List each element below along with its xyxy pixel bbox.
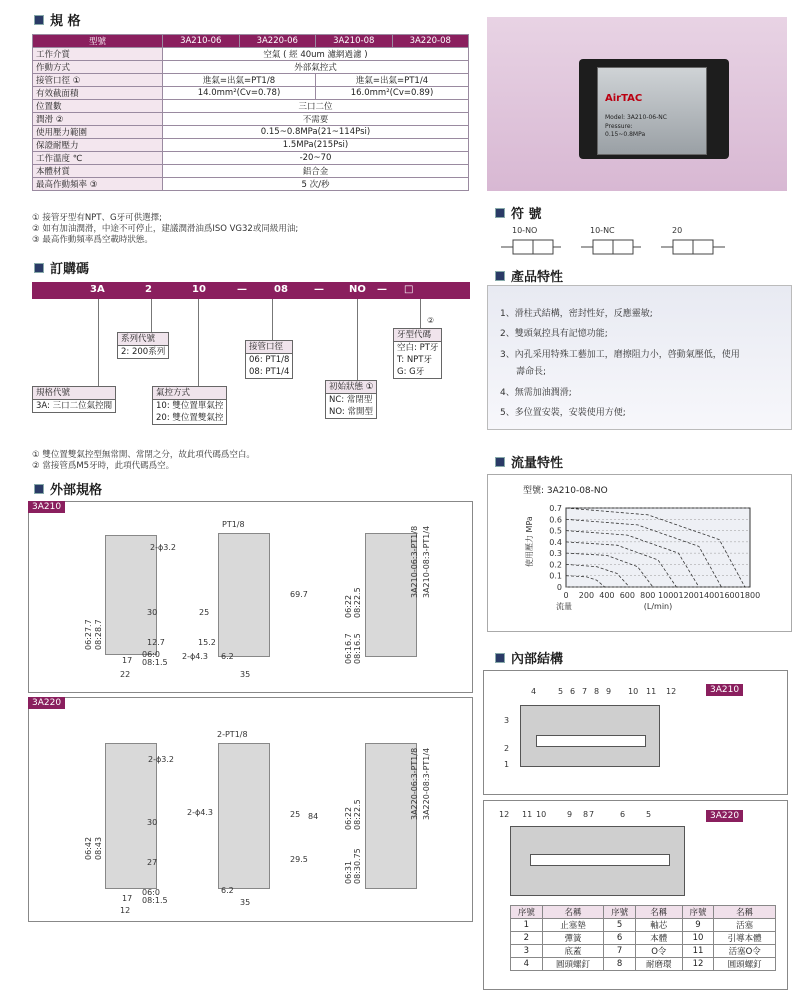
x-tick-label: 1600 (719, 591, 740, 600)
parts-table (510, 905, 776, 971)
order-code-bar (32, 282, 470, 299)
order-seg: □ (404, 284, 414, 295)
spec-label: 潤滑 ② (33, 113, 163, 126)
spec-label: 有效截面積 (33, 87, 163, 100)
features-section-title (495, 266, 563, 285)
spec-row (33, 126, 469, 139)
control-code-box (152, 386, 227, 425)
box-line: 06: PT1/8 (249, 355, 290, 365)
box-head: 系列代號 (118, 333, 168, 346)
part-number: 4 (531, 687, 537, 696)
section-bullet-icon (495, 457, 505, 467)
dim-label: 2-ϕ4.3 (187, 808, 213, 817)
spec-value: 進氣=出氣=PT1/8 (163, 74, 316, 87)
box-line: 08: PT1/4 (249, 367, 290, 377)
part-number: 12 (499, 810, 510, 819)
dim-label: 12.7 (147, 638, 165, 647)
y-tick-label: 0.2 (549, 560, 562, 570)
dim-label: 06:22 (344, 594, 353, 618)
spec-value: 鋁合金 (163, 165, 469, 178)
order-seg: 3A (90, 284, 105, 295)
flow-title-text: 流量特性 (511, 456, 564, 471)
dim-label: 06:31 (344, 860, 353, 884)
x-tick-label: 1400 (698, 591, 720, 600)
parts-cell: 彈簧 (542, 932, 604, 945)
parts-cell: 圓頭螺釘 (714, 958, 776, 971)
spec-header-cell: 3A210-06 (163, 35, 240, 48)
spec-value: 5 次/秒 (163, 178, 469, 191)
part-number: 6 (570, 687, 576, 696)
section-bullet-icon (34, 263, 44, 273)
order-seg: 2 (145, 284, 152, 295)
dim-label: 12 (120, 906, 131, 915)
spec-label: 作動方式 (33, 61, 163, 74)
port-code-box (245, 340, 293, 379)
x-tick-label: 400 (599, 591, 615, 600)
dim-label: 25 (290, 810, 301, 819)
spec-table (32, 34, 469, 191)
part-number: 9 (567, 810, 573, 819)
symbol-label: 10-NO (512, 226, 538, 235)
parts-row (511, 958, 776, 971)
symbol-section-title (495, 203, 542, 222)
spec-row (33, 74, 469, 87)
order-section-title (34, 258, 89, 277)
spec-note: ② 如有加油潤滑，中途不可停止，建議潤滑油爲ISO VG32或同級用油; (32, 224, 299, 234)
spool (536, 735, 646, 747)
parts-cell: 圓頭螺釘 (542, 958, 604, 971)
parts-cell: 10 (682, 932, 714, 945)
outer-section-title (34, 479, 102, 498)
box-head: 接管口徑 (246, 341, 292, 354)
box-head: 初始狀態 ① (326, 381, 376, 394)
flow-chart-panel (487, 474, 792, 632)
feature-item: 1、滑柱式結構，密封性好，反應靈敏; (500, 309, 653, 319)
x-tick-label: 1200 (678, 591, 699, 600)
parts-cell: 底蓋 (542, 945, 604, 958)
order-title-text: 訂購碼 (50, 262, 90, 277)
valve-front-view (105, 743, 157, 889)
model-code-box (32, 386, 116, 413)
order-notes (32, 450, 255, 472)
inner-section-title (495, 648, 563, 667)
spec-row (33, 139, 469, 152)
y-tick-label: 0.3 (549, 549, 562, 559)
dim-label: 15.2 (198, 638, 216, 647)
part-number: 11 (522, 810, 533, 819)
spec-row (33, 87, 469, 100)
dim-label: 06:0 (142, 888, 160, 897)
y-tick-label: 0.7 (549, 504, 562, 513)
box-head: 牙型代碼 (394, 329, 441, 342)
dim-label: 06:16.7 (344, 633, 353, 664)
parts-row (511, 919, 776, 932)
parts-cell: 2 (511, 932, 543, 945)
flow-section-title (495, 452, 563, 471)
photo-label: Model: 3A210-06-NC (605, 114, 667, 121)
spec-note: ③ 最高作動頻率爲空載時狀態。 (32, 235, 153, 245)
dim-label: 06:27.7 (84, 619, 93, 650)
parts-head-cell: 名稱 (635, 906, 682, 919)
spec-section-title (34, 10, 81, 29)
parts-cell: 軸芯 (635, 919, 682, 932)
symbol-label: 10-NC (590, 226, 615, 235)
dim-label: 17 (122, 894, 133, 903)
dim-label: 6.2 (221, 886, 234, 895)
spec-row (33, 152, 469, 165)
section-bullet-icon (34, 484, 44, 494)
spec-value: -20~70 (163, 152, 469, 165)
dim-label: 2-ϕ3.2 (150, 543, 176, 552)
spec-value: 空氣 ( 經 40um 濾網過濾 ) (163, 48, 469, 61)
dim-label: 22 (120, 670, 131, 679)
spec-label: 工作溫度 ℃ (33, 152, 163, 165)
parts-cell: 引導本體 (714, 932, 776, 945)
features-title-text: 產品特性 (511, 270, 564, 285)
y-axis-label: 使用壓力 MPa (525, 516, 534, 567)
part-number: 10 (536, 810, 547, 819)
spec-label: 工作介質 (33, 48, 163, 61)
x-axis-label: 流量 (556, 602, 572, 611)
initial-state-box (325, 380, 377, 419)
box-line: G: G牙 (397, 367, 425, 377)
dim-label: 35 (240, 898, 251, 907)
part-number: 5 (558, 687, 564, 696)
dim-label: 25 (199, 608, 210, 617)
dim-label: 08:1.5 (142, 896, 168, 905)
spec-row (33, 100, 469, 113)
feature-item: 3、內孔采用特殊工藝加工，磨擦阻力小，啓動氣壓低，使用 (500, 350, 740, 360)
features-panel (487, 285, 792, 430)
spec-value: 不需要 (163, 113, 469, 126)
series-code-box (117, 332, 169, 359)
dim-label: 06:22 (344, 806, 353, 830)
spec-value: 16.0mm²(Cv=0.89) (316, 87, 469, 100)
parts-cell: 本體 (635, 932, 682, 945)
photo-label: Pressure: (605, 123, 633, 130)
parts-cell: 活塞 (714, 919, 776, 932)
symbol-title-text: 符 號 (511, 207, 542, 222)
spec-value: 三口二位 (163, 100, 469, 113)
thread-note-mark: ② (427, 316, 435, 325)
dim-label: PT1/8 (222, 520, 245, 529)
dim-label: 06:0 (142, 650, 160, 659)
parts-row (511, 932, 776, 945)
spec-value: 進氣=出氣=PT1/4 (316, 74, 469, 87)
dim-label: 06:42 (84, 836, 93, 860)
section-bullet-icon (495, 208, 505, 218)
inner-tag-3a210: 3A210 (706, 684, 743, 696)
parts-cell: O令 (635, 945, 682, 958)
dim-label: 3A220-06:3-PT1/8 (410, 747, 419, 820)
parts-cell: 8 (604, 958, 636, 971)
part-number: 1 (504, 760, 510, 769)
spec-header-cell: 3A220-06 (239, 35, 316, 48)
inner-tag-3a220: 3A220 (706, 810, 743, 822)
order-seg: — (314, 284, 324, 295)
box-line: NO: 常開型 (329, 407, 373, 417)
x-tick-label: 0 (563, 591, 569, 600)
parts-cell: 7 (604, 945, 636, 958)
y-tick-label: 0.5 (549, 526, 562, 536)
thread-code-box (393, 328, 442, 379)
x-tick-label: 600 (619, 591, 635, 600)
spec-table-header (33, 35, 469, 48)
dim-label: 2-PT1/8 (217, 730, 248, 739)
spec-label: 最高作動頻率 ③ (33, 178, 163, 191)
dim-label: 3A210-08:3-PT1/4 (422, 525, 431, 598)
flow-chart (488, 475, 793, 633)
spec-label: 位置數 (33, 100, 163, 113)
spec-value: 0.15~0.8MPa(21~114Psi) (163, 126, 469, 139)
feature-item: 壽命長; (516, 367, 547, 377)
box-line: NC: 常閉型 (329, 395, 373, 405)
order-seg: 08 (274, 284, 288, 295)
outer-tag-3a220: 3A220 (28, 697, 65, 709)
dim-label: 30 (147, 818, 158, 827)
part-number: 7 (589, 810, 595, 819)
part-number: 8 (583, 810, 589, 819)
box-line: T: NPT牙 (397, 355, 433, 365)
feature-item: 4、無需加油潤滑; (500, 388, 572, 398)
order-seg: NO (349, 284, 366, 295)
parts-cell: 9 (682, 919, 714, 932)
symbol-label: 20 (672, 226, 683, 235)
inner-title-text: 內部結構 (511, 652, 564, 667)
part-number: 11 (646, 687, 657, 696)
outer-title-text: 外部規格 (50, 483, 103, 498)
y-tick-label: 0.1 (549, 571, 562, 581)
spec-label: 接管口徑 ① (33, 74, 163, 87)
spec-title-text: 規 格 (50, 14, 81, 29)
dim-label: 08:1.5 (142, 658, 168, 667)
box-head: 氣控方式 (153, 387, 226, 400)
parts-cell: 1 (511, 919, 543, 932)
x-tick-label: 1800 (739, 591, 761, 600)
dim-label: 2-ϕ3.2 (148, 755, 174, 764)
parts-head-cell: 序號 (682, 906, 714, 919)
box-line: 10: 雙位置單氣控 (156, 401, 224, 411)
spec-value: 14.0mm²(Cv=0.78) (163, 87, 316, 100)
parts-cell: 12 (682, 958, 714, 971)
spec-row (33, 61, 469, 74)
valve-side-view (218, 743, 270, 889)
parts-cell: 耐磨環 (635, 958, 682, 971)
part-number: 9 (606, 687, 612, 696)
parts-cell: 活塞O令 (714, 945, 776, 958)
order-note: ① 雙位置雙氣控型無常開、常閉之分，故此項代碼爲空白。 (32, 450, 255, 460)
dim-label: 08:43 (94, 836, 103, 860)
x-tick-label: 800 (640, 591, 656, 600)
box-line: 20: 雙位置雙氣控 (156, 413, 224, 423)
dim-label: 08:22.5 (353, 587, 362, 618)
part-number: 6 (620, 810, 626, 819)
part-number: 2 (504, 744, 510, 753)
order-seg: — (237, 284, 247, 295)
feature-item: 5、多位置安裝，安裝使用方便; (500, 408, 626, 418)
x-tick-label: 1000 (658, 591, 679, 600)
order-seg: — (377, 284, 387, 295)
plot-area (566, 508, 750, 587)
dim-label: 17 (122, 656, 133, 665)
dim-label: 27 (147, 858, 158, 867)
parts-cell: 止塞墊 (542, 919, 604, 932)
spec-notes (32, 213, 298, 246)
photo-label: 0.15~0.8MPa (605, 131, 646, 138)
spec-header-cell: 型號 (33, 35, 163, 48)
spec-label: 保證耐壓力 (33, 139, 163, 152)
box-line: 2: 200系列 (121, 347, 166, 357)
part-number: 12 (666, 687, 677, 696)
dim-label: 08:22.5 (353, 799, 362, 830)
product-photo (487, 17, 787, 191)
order-note: ② 當接管爲M5牙時，此項代碼爲空。 (32, 461, 175, 471)
parts-head-cell: 序號 (511, 906, 543, 919)
valve-side-view (218, 533, 270, 657)
parts-cell: 6 (604, 932, 636, 945)
spec-row (33, 165, 469, 178)
spec-header-cell: 3A220-08 (392, 35, 469, 48)
dim-label: 35 (240, 670, 251, 679)
dim-label: 2-ϕ4.3 (182, 652, 208, 661)
dim-label: 3A210-06:3-PT1/8 (410, 525, 419, 598)
y-tick-label: 0.6 (549, 515, 562, 525)
valve-front-view (105, 535, 157, 655)
spec-label: 本體材質 (33, 165, 163, 178)
dim-label: 08:16.5 (353, 633, 362, 664)
x-tick-label: 200 (578, 591, 595, 600)
spec-value: 外部氣控式 (163, 61, 469, 74)
dim-label: 3A220-08:3-PT1/4 (422, 747, 431, 820)
section-bullet-icon (34, 15, 44, 25)
spec-value: 1.5MPa(215Psi) (163, 139, 469, 152)
outer-tag-3a210: 3A210 (28, 501, 65, 513)
y-tick-label: 0 (556, 583, 562, 592)
parts-header (511, 906, 776, 919)
part-number: 5 (646, 810, 652, 819)
box-line: 空白: PT牙 (397, 343, 439, 353)
parts-cell: 4 (511, 958, 543, 971)
order-seg: 10 (192, 284, 206, 295)
part-number: 3 (504, 716, 510, 725)
pneumatic-symbols (497, 236, 737, 264)
part-number: 10 (628, 687, 639, 696)
dim-label: 69.7 (290, 590, 308, 599)
parts-head-cell: 名稱 (542, 906, 604, 919)
dim-label: 08:28.7 (94, 619, 103, 650)
spool (530, 854, 670, 866)
part-number: 7 (582, 687, 588, 696)
y-tick-label: 0.4 (549, 537, 562, 547)
parts-cell: 11 (682, 945, 714, 958)
dim-label: 84 (308, 812, 319, 821)
x-axis-unit: (L/min) (643, 602, 673, 611)
dim-label: 29.5 (290, 855, 308, 864)
section-bullet-icon (495, 271, 505, 281)
dim-label: 6.2 (221, 652, 234, 661)
section-bullet-icon (495, 653, 505, 663)
parts-row (511, 945, 776, 958)
brand-logo-text: AirTAC (605, 93, 643, 104)
parts-head-cell: 名稱 (714, 906, 776, 919)
flow-model-label: 型號: 3A210-08-NO (523, 486, 608, 496)
parts-cell: 5 (604, 919, 636, 932)
spec-header-cell: 3A210-08 (316, 35, 393, 48)
box-head: 規格代號 (33, 387, 115, 400)
spec-row (33, 113, 469, 126)
part-number: 8 (594, 687, 600, 696)
dim-label: 30 (147, 608, 158, 617)
parts-head-cell: 序號 (604, 906, 636, 919)
spec-note: ① 接管牙型有NPT、G牙可供選擇; (32, 213, 162, 223)
feature-item: 2、雙頭氣控具有記憶功能; (500, 329, 608, 339)
parts-cell: 3 (511, 945, 543, 958)
spec-label: 使用壓力範圍 (33, 126, 163, 139)
box-line: 3A: 三口二位氣控閥 (36, 401, 113, 411)
spec-row (33, 48, 469, 61)
dim-label: 08:30.75 (353, 848, 362, 884)
spec-row (33, 178, 469, 191)
